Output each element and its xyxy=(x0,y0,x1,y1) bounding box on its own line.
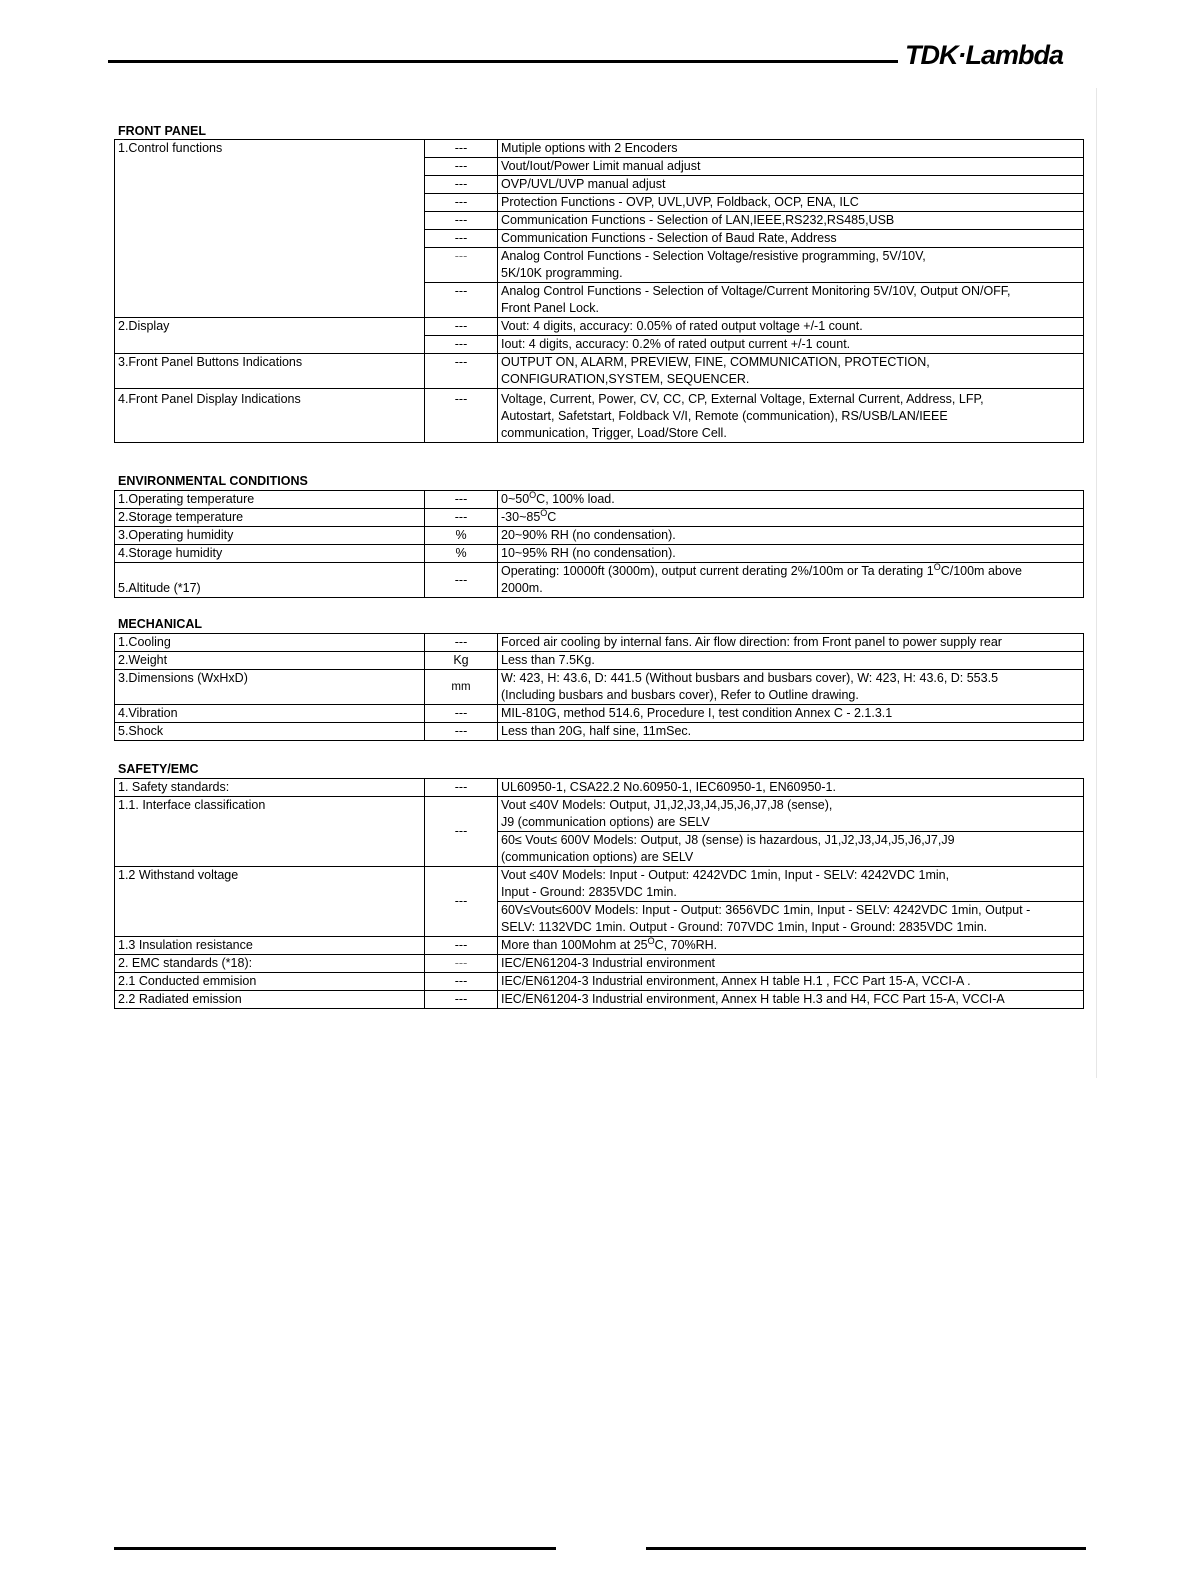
unit-cell: --- xyxy=(425,336,498,354)
unit-cell: --- xyxy=(425,779,498,797)
value-line: 60≤ Vout≤ 600V Models: Output, J8 (sense) is hazardous, J1,J2,J3,J4,J5,J6,J7,J9 xyxy=(501,833,955,847)
table-row xyxy=(115,937,1084,955)
param-cell: 1.2 Withstand voltage xyxy=(115,867,425,937)
param-cell: 3.Dimensions (WxHxD) xyxy=(115,670,425,705)
unit-cell: --- xyxy=(425,194,498,212)
page-edge-rule xyxy=(1096,88,1097,1078)
value-cell: IEC/EN61204-3 Industrial environment xyxy=(498,955,1084,973)
value-cell xyxy=(498,670,1084,705)
table-row xyxy=(115,867,1084,902)
value-line: OUTPUT ON, ALARM, PREVIEW, FINE, COMMUNICATION, PROTECTION, xyxy=(501,355,930,369)
value-cell: OVP/UVL/UVP manual adjust xyxy=(498,176,1084,194)
param-cell: 2.Weight xyxy=(115,652,425,670)
value-cell xyxy=(498,354,1084,389)
footer-rule-left xyxy=(114,1547,556,1550)
table-row xyxy=(115,354,1084,389)
unit-cell: --- xyxy=(425,230,498,248)
unit-cell: --- xyxy=(425,705,498,723)
table-row xyxy=(115,318,1084,336)
param-cell: 1.Operating temperature xyxy=(115,491,425,509)
unit-cell: --- xyxy=(425,509,498,527)
value-text: -30~85 xyxy=(501,510,541,524)
degree-superscript: O xyxy=(933,562,941,572)
unit-cell: --- xyxy=(425,491,498,509)
value-line: 5K/10K programming. xyxy=(501,266,623,280)
value-line: Analog Control Functions - Selection of Voltage/Current Monitoring 5V/10V, Output ON/OFF, xyxy=(501,284,1011,298)
unit-cell: --- xyxy=(425,634,498,652)
value-cell: Communication Functions - Selection of Baud Rate, Address xyxy=(498,230,1084,248)
param-cell: 4.Front Panel Display Indications xyxy=(115,389,425,443)
value-cell xyxy=(498,832,1084,867)
unit-cell: --- xyxy=(425,212,498,230)
table-row xyxy=(115,705,1084,723)
value-text: C/100m above xyxy=(940,564,1023,578)
value-cell xyxy=(498,937,1084,955)
value-line xyxy=(501,563,1083,580)
value-text: Operating: 10000ft (3000m), output current derating 2%/100m or Ta derating 1 xyxy=(501,564,934,578)
unit-cell: --- xyxy=(425,937,498,955)
param-cell: 3.Operating humidity xyxy=(115,527,425,545)
table-row xyxy=(115,723,1084,741)
header-rule xyxy=(108,60,898,63)
unit-cell: --- xyxy=(425,797,498,867)
tdk-lambda-logo: TDK·Lambda xyxy=(905,40,1063,70)
value-text: More than 100Mohm at 25 xyxy=(501,938,648,952)
value-line: CONFIGURATION,SYSTEM, SEQUENCER. xyxy=(501,372,750,386)
value-cell: 20~90% RH (no condensation). xyxy=(498,527,1084,545)
unit-cell: Kg xyxy=(425,652,498,670)
param-cell: 1.Control functions xyxy=(115,140,425,318)
unit-cell: --- xyxy=(425,973,498,991)
table-row xyxy=(115,634,1084,652)
param-cell: 2.Display xyxy=(115,318,425,354)
value-cell: Forced air cooling by internal fans. Air flow direction: from Front panel to power supply rear xyxy=(498,634,1084,652)
param-cell: 2.2 Radiated emission xyxy=(115,991,425,1009)
unit-cell: % xyxy=(425,545,498,563)
value-cell xyxy=(498,283,1084,318)
value-cell xyxy=(498,248,1084,283)
value-cell xyxy=(498,867,1084,902)
value-line: Autostart, Safetstart, Foldback V/I, Remote (communication), RS/USB/LAN/IEEE xyxy=(501,409,948,423)
value-line: 60V≤Vout≤600V Models: Input - Output: 3656VDC 1min, Input - SELV: 4242VDC 1min, Output - xyxy=(501,903,1031,917)
param-cell: 2.1 Conducted emmision xyxy=(115,973,425,991)
param-cell: 4.Vibration xyxy=(115,705,425,723)
unit-cell: --- xyxy=(425,955,498,973)
table-row xyxy=(115,491,1084,509)
front-panel-table xyxy=(114,139,1084,443)
value-cell: Vout: 4 digits, accuracy: 0.05% of rated output voltage +/-1 count. xyxy=(498,318,1084,336)
section-title-mechanical: MECHANICAL xyxy=(118,617,203,631)
unit-cell: --- xyxy=(425,318,498,336)
value-line: Analog Control Functions - Selection Voltage/resistive programming, 5V/10V, xyxy=(501,249,926,263)
value-line: Vout ≤40V Models: Input - Output: 4242VDC 1min, Input - SELV: 4242VDC 1min, xyxy=(501,868,950,882)
table-row xyxy=(115,991,1084,1009)
table-row xyxy=(115,545,1084,563)
param-cell: 1.3 Insulation resistance xyxy=(115,937,425,955)
table-row xyxy=(115,389,1084,443)
param-cell: 2. EMC standards (*18): xyxy=(115,955,425,973)
unit-cell: % xyxy=(425,527,498,545)
value-cell: Mutiple options with 2 Encoders xyxy=(498,140,1084,158)
value-line: Vout ≤40V Models: Output, J1,J2,J3,J4,J5,J6,J7,J8 (sense), xyxy=(501,798,833,812)
table-row xyxy=(115,509,1084,527)
unit-cell: --- xyxy=(425,176,498,194)
unit-cell: --- xyxy=(425,389,498,443)
value-cell: Less than 20G, half sine, 11mSec. xyxy=(498,723,1084,741)
value-line: (communication options) are SELV xyxy=(501,850,694,864)
value-cell xyxy=(498,389,1084,443)
value-line: W: 423, H: 43.6, D: 441.5 (Without busbars and busbars cover), W: 423, H: 43.6, D: 553.5 xyxy=(501,671,999,685)
value-line: Front Panel Lock. xyxy=(501,301,599,315)
degree-superscript: O xyxy=(540,508,548,518)
table-row xyxy=(115,140,1084,158)
param-cell: 4.Storage humidity xyxy=(115,545,425,563)
value-cell xyxy=(498,563,1084,598)
unit-cell: --- xyxy=(425,723,498,741)
table-row xyxy=(115,563,1084,598)
table-row xyxy=(115,973,1084,991)
safety-emc-table xyxy=(114,778,1084,1009)
unit-cell: mm xyxy=(425,670,498,705)
section-title-front-panel: FRONT PANEL xyxy=(118,124,206,138)
value-cell: Protection Functions - OVP, UVL,UVP, Foldback, OCP, ENA, ILC xyxy=(498,194,1084,212)
value-line: Input - Ground: 2835VDC 1min. xyxy=(501,885,677,899)
degree-superscript: O xyxy=(647,936,655,946)
value-cell: IEC/EN61204-3 Industrial environment, Annex H table H.1 , FCC Part 15-A, VCCI-A . xyxy=(498,973,1084,991)
value-line: J9 (communication options) are SELV xyxy=(501,815,710,829)
param-cell: 1.1. Interface classification xyxy=(115,797,425,867)
section-title-safety-emc: SAFETY/EMC xyxy=(118,762,199,776)
table-row xyxy=(115,670,1084,705)
mechanical-table xyxy=(114,633,1084,741)
param-cell: 3.Front Panel Buttons Indications xyxy=(115,354,425,389)
value-cell: Iout: 4 digits, accuracy: 0.2% of rated output current +/-1 count. xyxy=(498,336,1084,354)
value-cell: Communication Functions - Selection of LAN,IEEE,RS232,RS485,USB xyxy=(498,212,1084,230)
value-cell xyxy=(498,797,1084,832)
value-line: Voltage, Current, Power, CV, CC, CP, External Voltage, External Current, Address, LFP, xyxy=(501,392,984,406)
table-row xyxy=(115,527,1084,545)
unit-cell: --- xyxy=(425,248,498,283)
value-cell: Vout/Iout/Power Limit manual adjust xyxy=(498,158,1084,176)
value-cell: IEC/EN61204-3 Industrial environment, Annex H table H.3 and H4, FCC Part 15-A, VCCI-A xyxy=(498,991,1084,1009)
unit-cell: --- xyxy=(425,283,498,318)
value-cell: UL60950-1, CSA22.2 No.60950-1, IEC60950-1, EN60950-1. xyxy=(498,779,1084,797)
param-cell: 5.Altitude (*17) xyxy=(115,563,425,598)
table-row xyxy=(115,779,1084,797)
unit-cell: --- xyxy=(425,140,498,158)
value-cell xyxy=(498,509,1084,527)
unit-cell: --- xyxy=(425,991,498,1009)
value-line: (Including busbars and busbars cover), Refer to Outline drawing. xyxy=(501,688,859,702)
unit-cell: --- xyxy=(425,563,498,598)
value-line: 2000m. xyxy=(501,581,543,595)
unit-cell: --- xyxy=(425,354,498,389)
param-cell: 1.Cooling xyxy=(115,634,425,652)
footer-rule-right xyxy=(646,1547,1086,1550)
value-line: communication, Trigger, Load/Store Cell. xyxy=(501,426,727,440)
value-line: SELV: 1132VDC 1min. Output - Ground: 707VDC 1min, Input - Ground: 2835VDC 1min. xyxy=(501,920,988,934)
param-cell: 5.Shock xyxy=(115,723,425,741)
param-cell: 1. Safety standards: xyxy=(115,779,425,797)
value-text: 0~50 xyxy=(501,492,530,506)
table-row xyxy=(115,652,1084,670)
value-cell: MIL-810G, method 514.6, Procedure I, test condition Annex C - 2.1.3.1 xyxy=(498,705,1084,723)
value-text: C xyxy=(547,510,557,524)
value-cell: Less than 7.5Kg. xyxy=(498,652,1084,670)
environmental-table xyxy=(114,490,1084,598)
param-cell: 2.Storage temperature xyxy=(115,509,425,527)
table-row xyxy=(115,797,1084,832)
value-cell xyxy=(498,491,1084,509)
unit-cell: --- xyxy=(425,867,498,937)
unit-cell: --- xyxy=(425,158,498,176)
table-row xyxy=(115,955,1084,973)
section-title-environmental: ENVIRONMENTAL CONDITIONS xyxy=(118,474,308,488)
value-text: C, 100% load. xyxy=(536,492,615,506)
degree-superscript: O xyxy=(529,490,537,500)
value-cell xyxy=(498,902,1084,937)
value-text: C, 70%RH. xyxy=(654,938,718,952)
value-cell: 10~95% RH (no condensation). xyxy=(498,545,1084,563)
